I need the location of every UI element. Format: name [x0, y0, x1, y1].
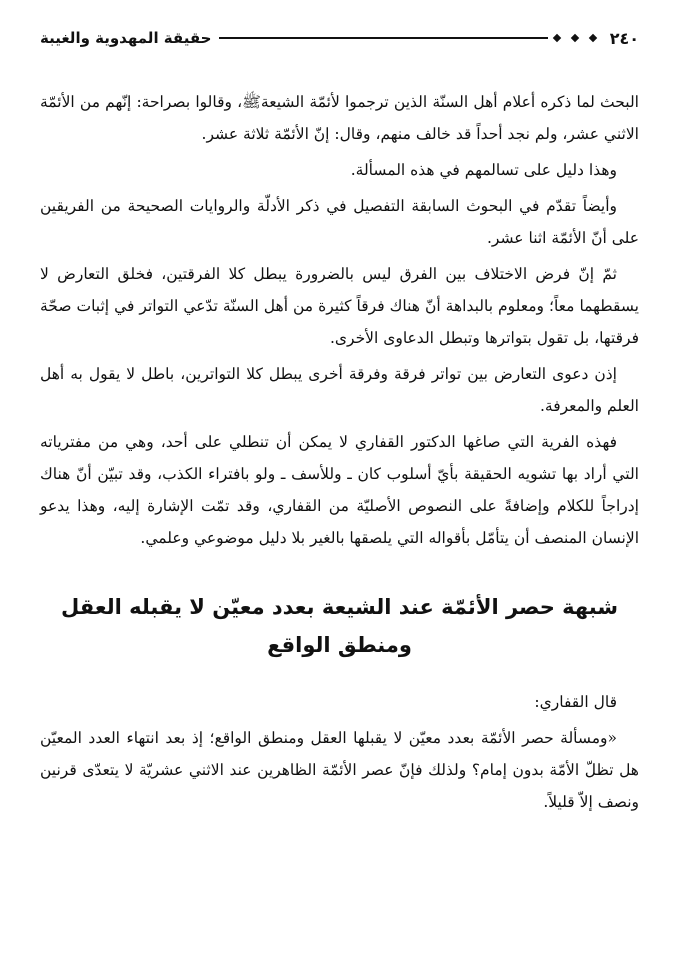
paragraph: إذن دعوى التعارض بين تواتر فرقة وفرقة أخرى يبطل كلا التواترين، باطل لا يقول به أهل العلم والمعرفة.: [40, 365, 639, 415]
paragraph: وهذا دليل على تسالمهم في هذه المسألة.: [350, 161, 617, 179]
running-title: حقيقة المهدوية والغيبة: [40, 29, 212, 47]
section-heading: شبهة حصر الأئمّة عند الشيعة بعدد معيّن لا يقبله العقل ومنطق الواقع: [61, 595, 618, 657]
header-rule-line: [219, 37, 547, 39]
section-text: [40, 686, 639, 818]
paragraph: وأيضاً تقدّم في البحوث السابقة التفصيل في ذكر الأدلّة والروايات الصحيحة من الفريقين على أنّ الأئمّة اثنا عشر.: [40, 197, 639, 247]
paragraph: ثمّ إنّ فرض الاختلاف بين الفرق ليس بالضرورة يبطل كلا الفرقتين، فخلق التعارض لا يسقطهما معاً؛ ومعلوم بالبداهة أنّ هناك فرقاً كثيرة من أهل السنّة تدّعي التواتر في إثبات صحّة فرقتها، بل تقول بتواترها وتبطل الدعاوى الأخرى.: [40, 265, 639, 347]
page-number: ٢٤٠: [609, 28, 639, 48]
header-ornament: [219, 35, 601, 41]
quote-intro: قال القفاري:: [534, 693, 617, 711]
paragraph: البحث لما ذكره أعلام أهل السنّة الذين ترجموا لأئمّة الشيعةﷺ، وقالوا بصراحة: إنّهم من الأئمّة الاثني عشر، ولم نجد أحداً قد خالف منهم، وقال: إنّ الأئمّة ثلاثة عشر.: [40, 93, 639, 143]
quote-paragraph: «ومسألة حصر الأئمّة بعدد معيّن لا يقبلها العقل ومنطق الواقع؛ إذ بعد انتهاء العدد المعيّن هل تظلّ الأمّة بدون إمام؟ ولذلك فإنّ عصر الأئمّة الظاهرين عند الاثني عشريّة لا يتعدّى قرنين ونصف إلاّ قليلاً.: [40, 729, 639, 811]
diamond-ornament-icon: [588, 34, 596, 42]
page-header: [40, 26, 639, 50]
paragraph: فهذه الفرية التي صاغها الدكتور القفاري لا يمكن أن تنطلي على أحد، وهي من مفترياته التي أراد بها تشويه الحقيقة بأيّ أسلوب كان ـ وللأسف ـ ولو بافتراء الكذب، وقد تبيّن أنّ هناك إدراجاً للكلام وإضافةً على النصوص الأصليّة من القفاري، وقد تمّت الإشارة إليه، وهذا يدعو الإنسان المنصف أن يتأمّل بأقواله التي يلصقها بالغير بلا دليل موضوعي وعلمي.: [40, 433, 639, 547]
diamond-ornament-icon: [570, 34, 578, 42]
diamond-ornament-icon: [552, 34, 560, 42]
main-text: [40, 86, 639, 554]
